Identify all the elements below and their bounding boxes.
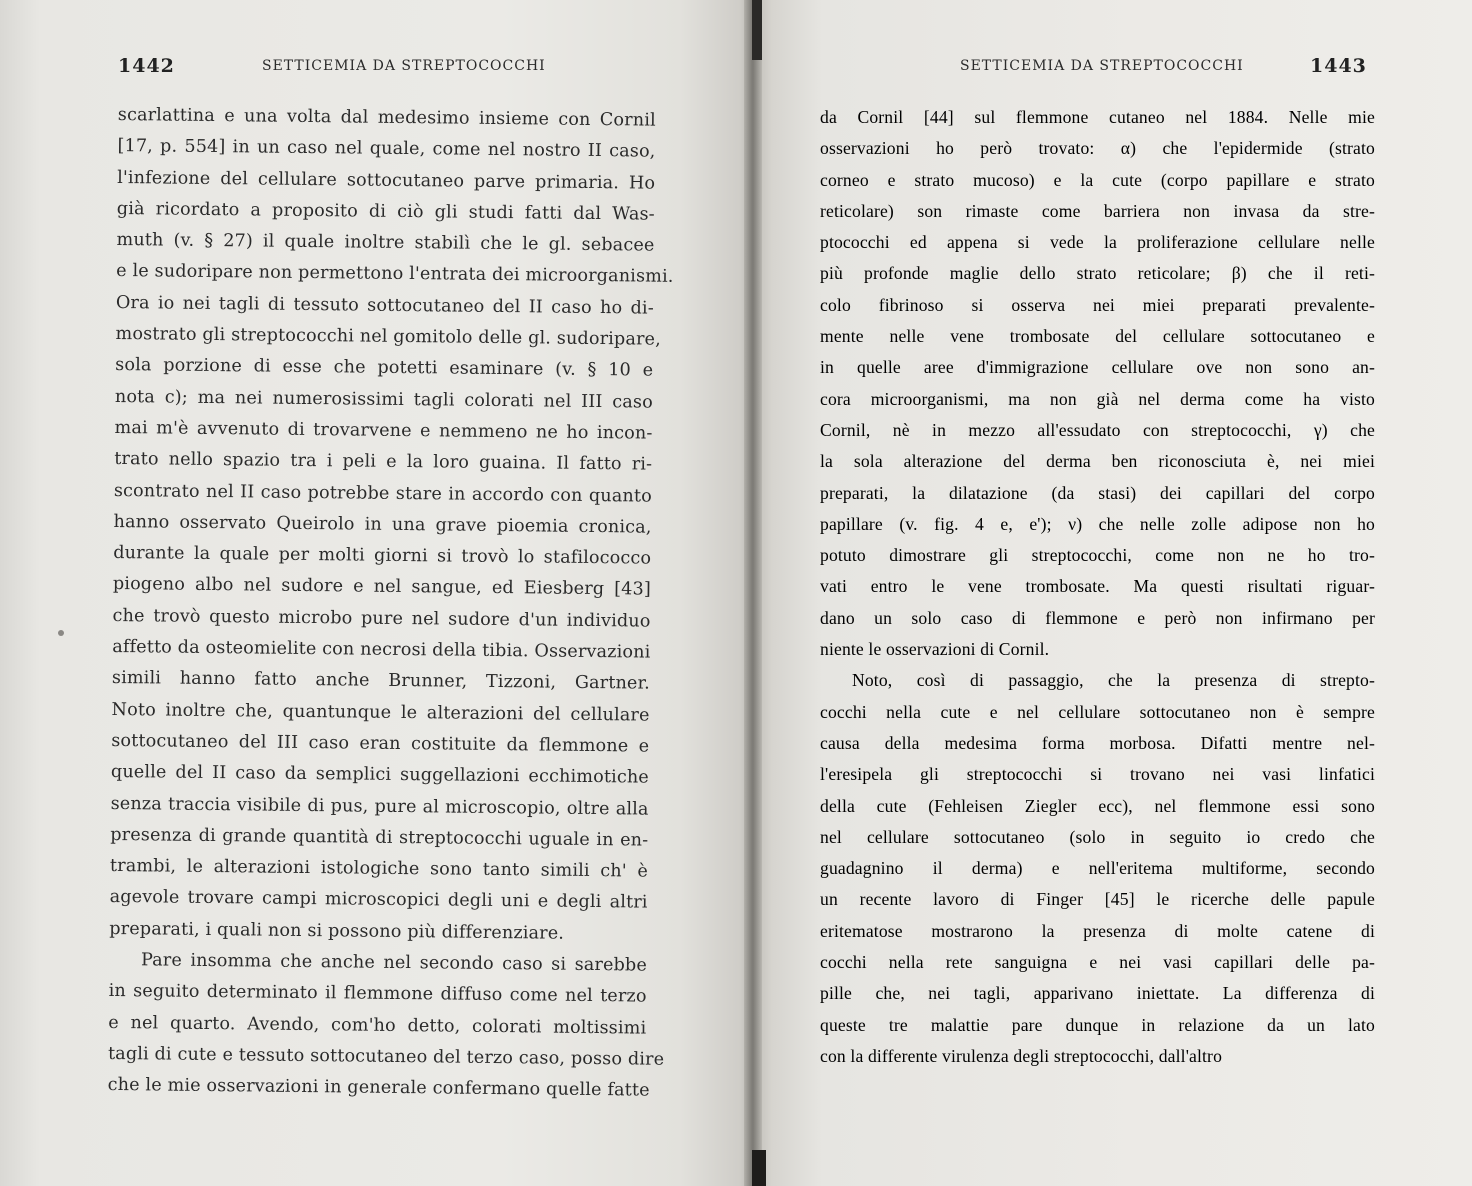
text-line: l'eresipela gli streptococchi si trovano nei vasi linfatici — [820, 764, 1375, 785]
gutter-shadow-bottom — [752, 1150, 766, 1186]
text-line: Ora io nei tagli di tessuto sottocutaneo del II caso ho di- — [115, 292, 654, 319]
text-line: mostrato gli streptococchi nel gomitolo delle gl. sudoripare, — [115, 324, 661, 350]
text-line: vati entro le vene trombosate. Ma questi risultati riguar- — [820, 576, 1375, 597]
text-line: cocchi nella cute e nel cellulare sottocutaneo non è sempre — [820, 701, 1375, 722]
book-gutter — [744, 0, 762, 1186]
text-line: Cornil, nè in mezzo all'essudato con streptococchi, γ) che — [820, 419, 1375, 440]
text-line: un recente lavoro di Finger [45] le ricerche delle papule — [820, 889, 1375, 910]
text-line: preparati, i quali non si possono più differenziare. — [109, 918, 565, 944]
text-line: preparati, la dilatazione (da stasi) dei capillari del corpo — [820, 482, 1375, 503]
text-line: in quelle aree d'immigrazione cellulare ove non sono an- — [820, 357, 1375, 378]
text-line: hanno osservato Queirolo in una grave pioemia cronica, — [113, 511, 652, 538]
right-page-number: 1443 — [1310, 55, 1367, 77]
text-line: con la differente virulenza degli streptococchi, dall'altro — [820, 1045, 1223, 1066]
text-line: della cute (Fehleisen Ziegler ecc), nel flemmone essi sono — [820, 795, 1375, 816]
text-line: ptococchi ed appena si vede la proliferazione cellulare nelle — [820, 232, 1375, 253]
text-line: trambi, le alterazioni istologiche sono tanto simili ch' è — [109, 856, 649, 882]
text-line: senza traccia visibile di pus, pure al microscopio, oltre alla — [110, 793, 649, 820]
left-running-head: SETTICEMIA DA STREPTOCOCCHI — [262, 58, 546, 74]
text-line: queste tre malattie pare dunque in relazione da un lato — [820, 1014, 1375, 1035]
text-line: in seguito determinato il flemmone diffuso come nel terzo — [108, 981, 647, 1007]
text-line: guadagnino il derma) e nell'eritema multiforme, secondo — [820, 858, 1375, 879]
text-line: trato nello spazio tra i peli e la loro guaina. Il fatto ri- — [114, 449, 653, 475]
text-line: simili hanno fatto anche Brunner, Tizzoni, Gartner. — [111, 668, 651, 694]
text-line: scarlattina e una volta dal medesimo insieme con Cornil — [117, 104, 656, 131]
text-line: più profonde maglie dello strato reticolare; β) che il reti- — [820, 263, 1375, 284]
text-line: corneo e strato mucoso) e la cute (corpo papillare e strato — [820, 169, 1375, 190]
text-line: presenza di grande quantità di streptococchi uguale in en- — [110, 824, 649, 851]
text-line: affetto da osteomielite con necrosi della tibia. Osservazioni — [112, 637, 651, 663]
text-line: dano un solo caso di flemmone e però non infirmano per — [820, 607, 1375, 628]
text-line: e nel quarto. Avendo, com'ho detto, colorati moltissimi — [108, 1012, 647, 1039]
text-line: Noto inoltre che, quantunque le alterazioni del cellulare — [111, 699, 650, 726]
text-line: scontrato nel II caso potrebbe stare in accordo con quanto — [113, 480, 652, 507]
text-line: muth (v. § 27) il quale inoltre stabilì che le gl. sebacee — [116, 230, 655, 256]
left-body-text — [107, 100, 674, 1107]
text-line: Pare insomma che anche nel secondo caso si sarebbe — [140, 950, 648, 976]
text-line: che trovò questo microbo pure nel sudore d'un individuo — [112, 605, 651, 632]
text-line: reticolare) son rimaste come barriera non invasa da stre- — [820, 200, 1375, 221]
text-line: cora microorganismi, ma non già nel derma come ha visto — [820, 388, 1375, 409]
text-line: sola porzione di esse che potetti esaminare (v. § 10 e — [115, 355, 654, 381]
text-line: pille che, nei tagli, apparivano iniettate. La differenza di — [820, 983, 1375, 1004]
left-page-number: 1442 — [118, 55, 175, 77]
text-line: agevole trovare campi microscopici degli uni e degli altri — [109, 887, 648, 914]
text-line: colo fibrinoso si osserva nei miei preparati prevalente- — [820, 294, 1375, 315]
text-line: da Cornil [44] sul flemmone cutaneo nel 1884. Nelle mie — [820, 107, 1375, 127]
text-line: sottocutaneo del III caso eran costituite da flemmone e — [111, 730, 650, 757]
text-line: già ricordato a proposito di ciò gli studi fatti dal Was- — [116, 198, 655, 225]
text-line: tagli di cute e tessuto sottocutaneo del terzo caso, posso dire — [107, 1043, 665, 1070]
text-line: causa della medesima forma morbosa. Difatti mentre nel- — [820, 732, 1375, 753]
text-line: nota c); ma nei numerosissimi tagli colorati nel III caso — [114, 386, 653, 413]
text-line: Noto, così di passaggio, che la presenza di strepto- — [852, 670, 1375, 691]
text-line: piogeno albo nel sudore e nel sangue, ed Eiesberg [43] — [112, 574, 652, 601]
text-line: l'infezione del cellulare sottocutaneo parve primaria. Ho — [117, 167, 656, 194]
text-line: mente nelle vene trombosate del cellulare sottocutaneo e — [820, 326, 1375, 347]
text-line: che le mie osservazioni in generale confermano quelle fatte — [107, 1075, 650, 1101]
text-line: eritematose mostrarono la presenza di molte catene di — [820, 920, 1375, 941]
text-line: la sola alterazione del derma ben riconosciuta è, nei miei — [820, 451, 1375, 472]
text-line: osservazioni ho però trovato: α) che l'epidermide (strato — [820, 138, 1375, 159]
text-line: durante la quale per molti giorni si trovò lo stafilococco — [113, 543, 652, 569]
text-line: cocchi nella rete sanguigna e nei vasi capillari delle pa- — [820, 952, 1375, 973]
gutter-shadow-top — [752, 0, 762, 60]
text-line: nel cellulare sottocutaneo (solo in seguito io credo che — [820, 826, 1375, 847]
paper-speck — [58, 630, 64, 636]
text-line: papillare (v. fig. 4 e, e'); ν) che nelle zolle adipose non ho — [820, 513, 1375, 534]
text-line: e le sudoripare non permettono l'entrata dei microorganismi. — [116, 261, 674, 288]
text-line: [17, p. 554] in un caso nel quale, come nel nostro II caso, — [117, 136, 656, 162]
right-body-text — [820, 102, 1375, 1072]
right-running-head: SETTICEMIA DA STREPTOCOCCHI — [960, 58, 1244, 74]
text-line: niente le osservazioni di Cornil. — [820, 639, 1050, 660]
text-line: potuto dimostrare gli streptococchi, come non ne ho tro- — [820, 545, 1375, 566]
text-line: mai m'è avvenuto di trovarvene e nemmeno ne ho incon- — [114, 417, 653, 444]
text-line: quelle del II caso da semplici suggellazioni ecchimotiche — [110, 762, 650, 788]
